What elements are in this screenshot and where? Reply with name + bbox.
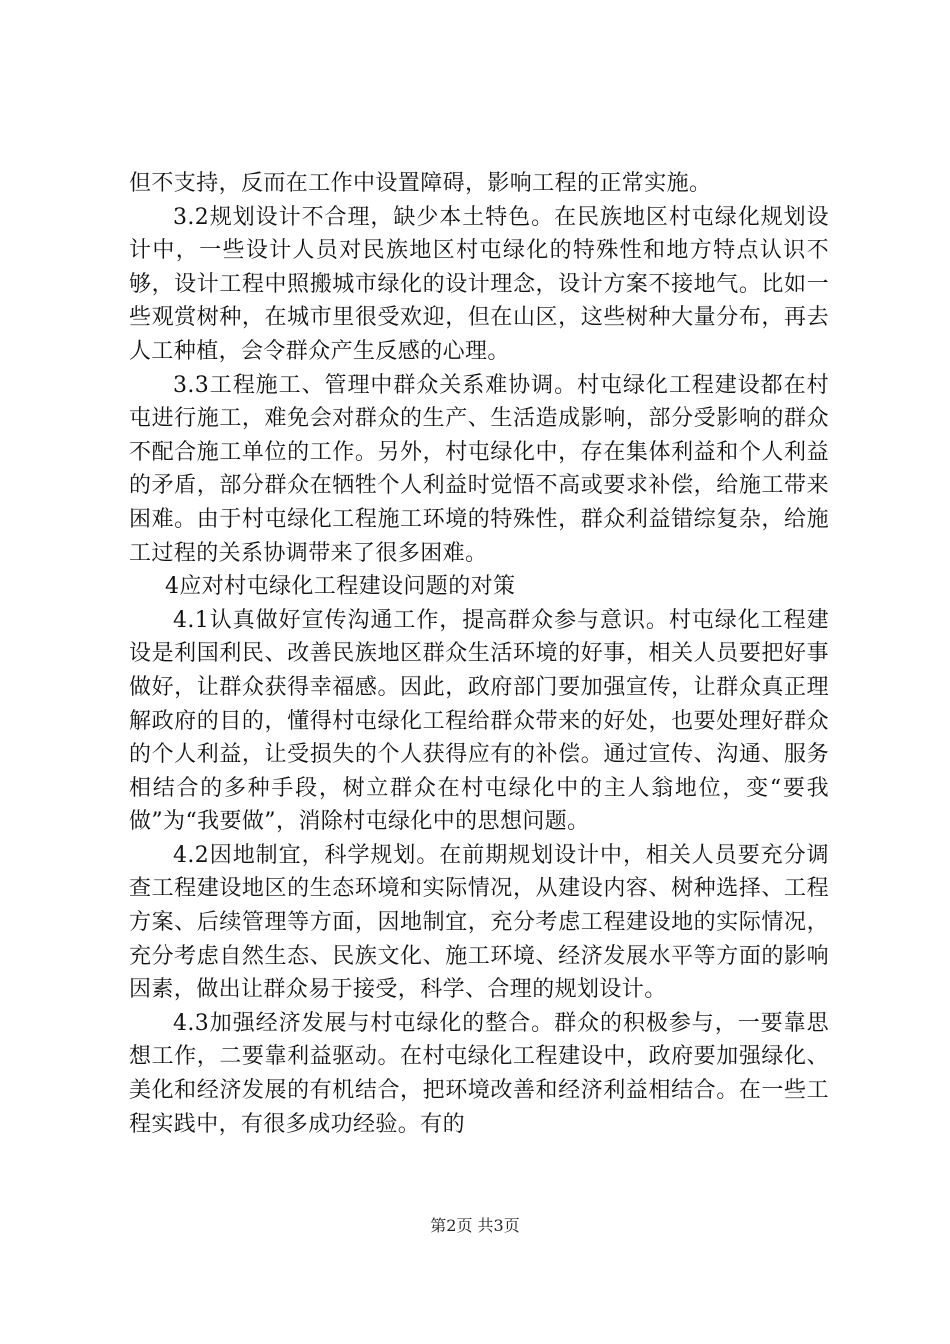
paragraph-continuation: 但不支持，反而在工作中设置障碍，影响工程的正常实施。 xyxy=(129,171,712,196)
section-heading-4: 4应对村屯绿化工程建设问题的对策 xyxy=(165,574,516,600)
paragraph-3-3: 3.3工程施工、管理中群众关系难协调。村屯绿化工程建设都在村屯进行施工，难免会对群众的生产、生活造成影响，部分受影响的群众不配合施工单位的工作。另外，村屯绿化中，存在集体利益和个人利益的矛盾，部分群众在牺牲个人利益时觉悟不高或要求补偿，给施工带来困难。由于村屯绿化工程施工环境的特殊性，群众利益错综复杂，给施工过程的关系协调带来了很多困难。 xyxy=(129,372,829,566)
paragraph-4-3: 4.3加强经济发展与村屯绿化的整合。群众的积极参与，一要靠思想工作，二要靠利益驱动。在村屯绿化工程建设中，政府要加强绿化、美化和经济发展的有机结合，把环境改善和经济利益相结合。在一些工程实践中，有很多成功经验。有的 xyxy=(129,1010,829,1137)
paragraph-4-2: 4.2因地制宜，科学规划。在前期规划设计中，相关人员要充分调查工程建设地区的生态环境和实际情况，从建设内容、树种选择、工程方案、后续管理等方面，因地制宜，充分考虑工程建设地的实际情况，充分考虑自然生态、民族文化、施工环境、经济发展水平等方面的影响因素，做出让群众易于接受，科学、合理的规划设计。 xyxy=(129,842,829,1003)
page-footer: 第2页 共3页 xyxy=(430,1216,520,1235)
paragraph-3-2: 3.2规划设计不合理，缺少本土特色。在民族地区村屯绿化规划设计中，一些设计人员对民族地区村屯绿化的特殊性和地方特点认识不够，设计工程中照搬城市绿化的设计理念，设计方案不接地气。比如一些观赏树种，在城市里很受欢迎，但在山区，这些树种大量分布，再去人工种植，会令群众产生反感的心理。 xyxy=(129,204,829,364)
paragraph-4-1: 4.1认真做好宣传沟通工作，提高群众参与意识。村屯绿化工程建设是利国利民、改善民族地区群众生活环境的好事，相关人员要把好事做好，让群众获得幸福感。因此，政府部门要加强宣传，让群众真正理解政府的目的，懂得村屯绿化工程给群众带来的好处，也要处理好群众的个人利益，让受损失的个人获得应有的补偿。通过宣传、沟通、服务相结合的多种手段，树立群众在村屯绿化中的主人翁地位，变“要我做”为“我要做”，消除村屯绿化中的思想问题。 xyxy=(129,607,829,835)
document-body xyxy=(129,167,829,1141)
